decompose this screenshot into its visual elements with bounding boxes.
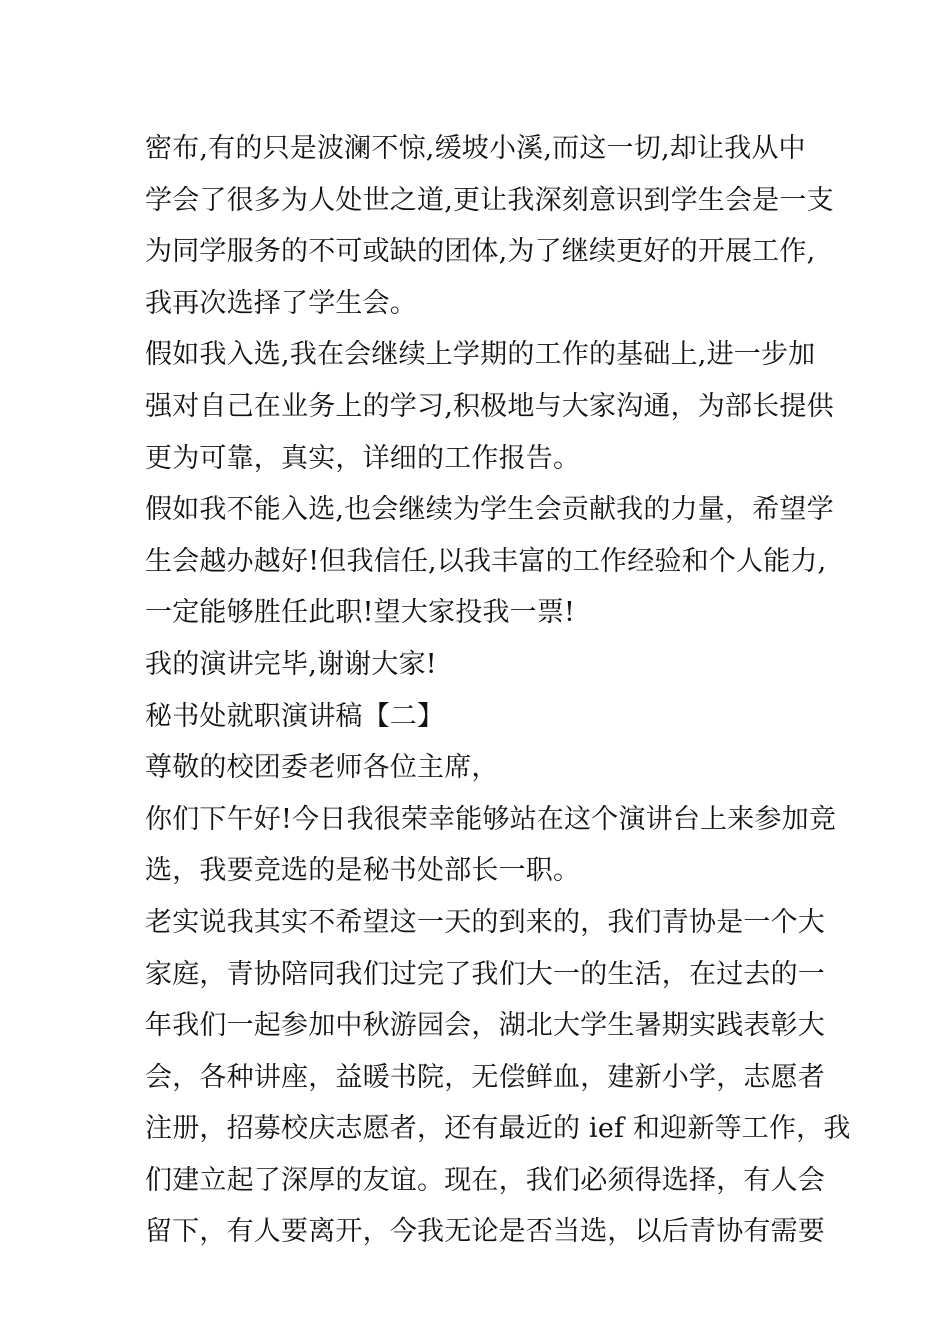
text-line: 我再次选择了学生会。 bbox=[145, 287, 417, 319]
text-line: 生会越办越好!但我信任,以我丰富的工作经验和个人能力, bbox=[145, 545, 827, 577]
text-line: 假如我入选,我在会继续上学期的工作的基础上,进一步加 bbox=[145, 339, 816, 371]
text-line: 为同学服务的不可或缺的团体,为了继续更好的开展工作, bbox=[145, 236, 816, 268]
text-line: 会，各种讲座，益暖书院，无偿鲜血，建新小学，志愿者 bbox=[145, 1061, 825, 1093]
document-body bbox=[145, 123, 851, 1258]
text-line: 一定能够胜任此职!望大家投我一票! bbox=[145, 597, 576, 629]
text-line: 尊敬的校团委老师各位主席， bbox=[145, 752, 499, 784]
text-line: 更为可靠，真实，详细的工作报告。 bbox=[145, 442, 581, 474]
text-line: 年我们一起参加中秋游园会，湖北大学生暑期实践表彰大 bbox=[145, 1010, 825, 1042]
text-line: 你们下午好!今日我很荣幸能够站在这个演讲台上来参加竞 bbox=[145, 803, 837, 835]
text-line: 我的演讲完毕,谢谢大家! bbox=[145, 648, 437, 680]
text-line: 们建立起了深厚的友谊。现在，我们必须得选择，有人会 bbox=[145, 1164, 825, 1196]
text-line: 留下，有人要离开，今我无论是否当选，以后青协有需要 bbox=[145, 1216, 825, 1248]
text-line: 强对自己在业务上的学习,积极地与大家沟通，为部长提供 bbox=[145, 390, 834, 422]
text-line: 老实说我其实不希望这一天的到来的，我们青协是一个大 bbox=[145, 906, 825, 938]
section-heading: 秘书处就职演讲稿【二】 bbox=[145, 700, 445, 732]
text-line: 注册，招募校庆志愿者，还有最近的 ief 和迎新等工作，我 bbox=[145, 1113, 851, 1145]
text-line: 选，我要竞选的是秘书处部长一职。 bbox=[145, 855, 581, 887]
text-line: 假如我不能入选,也会继续为学生会贡献我的力量，希望学 bbox=[145, 494, 834, 526]
text-line: 密布,有的只是波澜不惊,缓坡小溪,而这一切,却让我从中 bbox=[145, 133, 806, 164]
text-line: 学会了很多为人处世之道,更让我深刻意识到学生会是一支 bbox=[145, 184, 834, 216]
text-line: 家庭，青协陪同我们过完了我们大一的生活，在过去的一 bbox=[145, 958, 825, 990]
